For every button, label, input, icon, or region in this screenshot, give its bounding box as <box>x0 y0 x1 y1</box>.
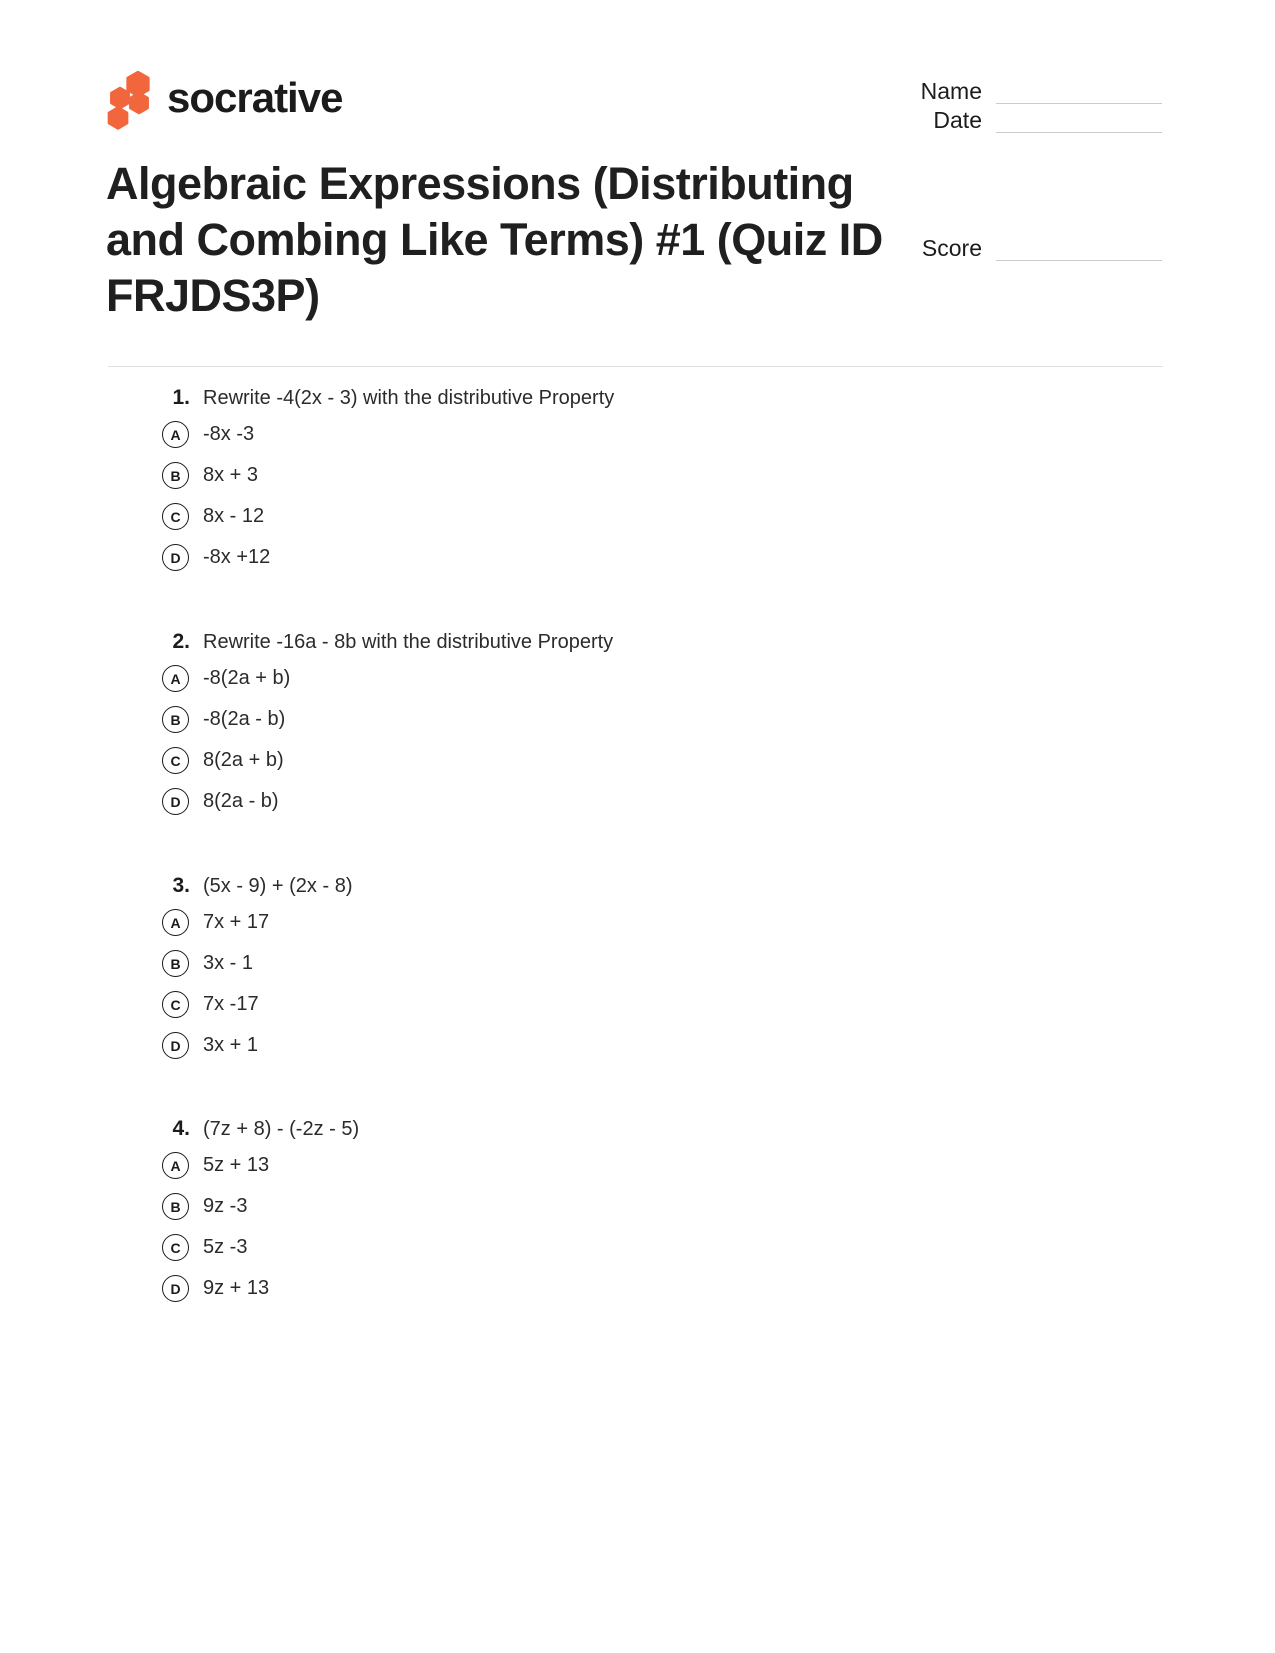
option-bubble-d: D <box>162 1275 189 1302</box>
question-text: (7z + 8) - (-2z - 5) <box>203 1118 360 1140</box>
date-field <box>860 108 1162 133</box>
option-row <box>108 537 1088 578</box>
question-number: 3. <box>172 874 190 897</box>
question-number: 2. <box>172 630 190 653</box>
option-bubble-b: B <box>162 462 189 489</box>
question-4 <box>108 1117 1088 1309</box>
option-row <box>108 984 1088 1025</box>
option-bubble-a: A <box>162 909 189 936</box>
option-text: 8(2a + b) <box>203 749 284 771</box>
option-row <box>108 1025 1088 1066</box>
option-row <box>108 781 1088 822</box>
option-row <box>108 1186 1088 1227</box>
option-bubble-c: C <box>162 747 189 774</box>
option-row <box>108 496 1088 537</box>
option-bubble-a: A <box>162 1152 189 1179</box>
option-row <box>108 699 1088 740</box>
question-text: (5x - 9) + (2x - 8) <box>203 875 353 897</box>
option-bubble-a: A <box>162 665 189 692</box>
option-text: -8(2a + b) <box>203 667 291 689</box>
option-bubble-b: B <box>162 1193 189 1220</box>
question-1 <box>108 386 1088 578</box>
option-row <box>108 455 1088 496</box>
question-2-options <box>108 658 1088 822</box>
option-bubble-b: B <box>162 706 189 733</box>
question-3-options <box>108 902 1088 1066</box>
question-2 <box>108 630 1088 822</box>
option-bubble-d: D <box>162 1032 189 1059</box>
question-4-options <box>108 1145 1088 1309</box>
name-label: Name <box>920 78 982 104</box>
option-bubble-d: D <box>162 544 189 571</box>
question-3-row <box>108 874 1088 898</box>
option-bubble-c: C <box>162 503 189 530</box>
option-text: -8x +12 <box>203 546 271 568</box>
option-text: -8(2a - b) <box>203 708 286 730</box>
question-text: Rewrite -16a - 8b with the distributive Property <box>203 631 614 653</box>
name-blank-line <box>996 79 1162 104</box>
date-label: Date <box>933 107 982 133</box>
socrative-wordmark: socrative <box>167 74 343 121</box>
score-label: Score <box>921 235 982 261</box>
option-bubble-c: C <box>162 991 189 1018</box>
option-text: 5z -3 <box>203 1236 248 1258</box>
option-row <box>108 1268 1088 1309</box>
option-bubble-c: C <box>162 1234 189 1261</box>
option-text: 8(2a - b) <box>203 790 279 812</box>
option-text: 3x - 1 <box>203 952 254 974</box>
option-row <box>108 943 1088 984</box>
header-divider <box>108 366 1163 367</box>
option-text: 3x + 1 <box>203 1034 259 1056</box>
option-text: 9z -3 <box>203 1195 248 1217</box>
quiz-title: Algebraic Expressions (Distributing and Combing Like Terms) #1 (Quiz ID FRJDS3P) <box>106 158 883 321</box>
option-text: 8x - 12 <box>203 505 265 527</box>
question-1-options <box>108 414 1088 578</box>
option-text: 5z + 13 <box>203 1154 270 1176</box>
option-bubble-d: D <box>162 788 189 815</box>
option-bubble-b: B <box>162 950 189 977</box>
score-blank-line <box>996 236 1162 261</box>
socrative-hexagons-icon <box>106 71 152 131</box>
option-text: 9z + 13 <box>203 1277 270 1299</box>
option-row <box>108 658 1088 699</box>
option-row <box>108 1145 1088 1186</box>
option-bubble-a: A <box>162 421 189 448</box>
option-text: 7x -17 <box>203 993 259 1015</box>
question-4-row <box>108 1117 1088 1141</box>
socrative-logo <box>106 68 342 134</box>
option-text: -8x -3 <box>203 423 255 445</box>
question-number: 4. <box>172 1117 190 1140</box>
question-text: Rewrite -4(2x - 3) with the distributive Property <box>203 387 615 409</box>
question-3 <box>108 874 1088 1066</box>
option-row <box>108 740 1088 781</box>
question-number: 1. <box>172 386 190 409</box>
option-row <box>108 902 1088 943</box>
date-blank-line <box>996 108 1162 133</box>
question-2-row <box>108 630 1088 654</box>
option-text: 7x + 17 <box>203 911 270 933</box>
option-row <box>108 1227 1088 1268</box>
name-field <box>860 79 1162 104</box>
option-text: 8x + 3 <box>203 464 259 486</box>
option-row <box>108 414 1088 455</box>
question-1-row <box>108 386 1088 410</box>
